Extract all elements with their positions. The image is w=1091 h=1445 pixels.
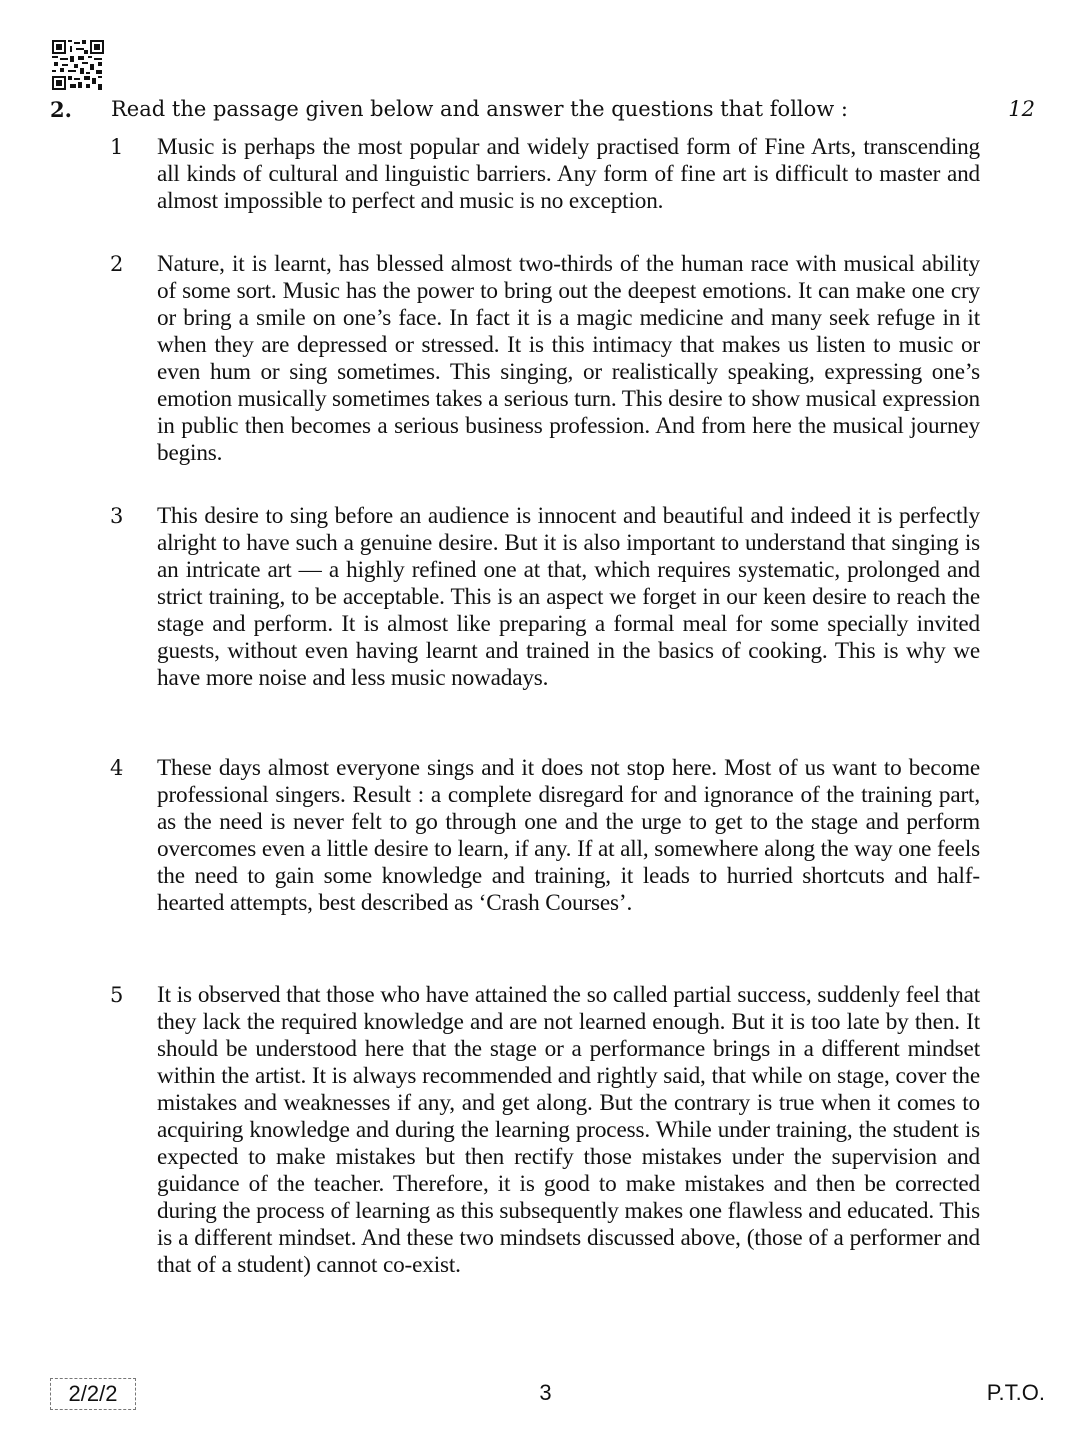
question-marks: 12 (1008, 97, 1035, 121)
paragraph-text: Music is perhaps the most popular and widely practised form of Fine Arts, transcending all kinds of cultural and linguistic barriers. Any form of fine art is difficult to master and almost impossible to perfect and music is no exception. (157, 134, 980, 214)
paper-code-badge: 2/2/2 (50, 1378, 136, 1410)
paragraph-number: 1 (110, 135, 124, 159)
paragraph-text: It is observed that those who have attained the so called partial success, suddenly feel that they lack the required knowledge and are not learned enough. But it is too late by then. It should be understood here that the stage or a performance brings in a different mindset within the artist. It is always recommended and rightly said, that while on stage, cover the mistakes and weaknesses if any, and get along. But the contrary is true when it comes to acquiring knowledge and during the learning process. While under training, the student is expected to make mistakes but then rectify those mistakes under the supervision and guidance of the teacher. Therefore, it is good to make mistakes and then be corrected during the process of learning as this subsequently makes one flawless and educated. This is a different mindset. And these two mindsets discussed above, (those of a performer and that of a student) cannot co-exist. (157, 982, 980, 1278)
paragraph-number: 5 (110, 983, 124, 1007)
paragraph-text: This desire to sing before an audience is innocent and beautiful and indeed it is perfectly alright to have such a genuine desire. But it is also important to understand that singing is an intricate art — a highly refined one at that, which requires systematic, prolonged and strict training, to be acceptable. This is an aspect we forget in our keen desire to reach the stage and perform. It is almost like preparing a formal meal for some specially invited guests, without even having learnt and trained in the basics of cooking. This is why we have more noise and less music nowadays. (157, 503, 980, 691)
paragraph-number: 2 (110, 252, 124, 276)
paragraph-number: 4 (110, 756, 124, 780)
paragraph-text: These days almost everyone sings and it does not stop here. Most of us want to become professional singers. Result : a complete disregard for and ignorance of the training part, as the need is never felt to go through one and the urge to get to the stage and perform overcomes even a little desire to learn, if any. If at all, somewhere along the way one feels the need to gain some knowledge and training, it leads to hurried shortcuts and half-hearted attempts, best described as ‘Crash Courses’. (157, 755, 980, 916)
passage-paragraph-5 (108, 982, 980, 1279)
qr-code-icon (52, 40, 104, 90)
page-number: 3 (539, 1380, 552, 1405)
passage-paragraph-2 (108, 251, 980, 467)
passage-paragraph-3 (108, 503, 980, 692)
paragraph-number: 3 (110, 504, 124, 528)
question-number: 2. (50, 97, 72, 122)
question-instruction: Read the passage given below and answer the questions that follow : (111, 97, 848, 121)
pto-label: P.T.O. (986, 1380, 1045, 1405)
paragraph-text: Nature, it is learnt, has blessed almost two-thirds of the human race with musical ability of some sort. Music has the power to bring out the deepest emotions. It can make one cry or bring a smile on one’s face. In fact it is a magic medicine and many seek refuge in it when they are depressed or stressed. It is this intimacy that makes us listen to music or even hum or sing sometimes. This singing, or realistically speaking, expressing one’s emotion musically sometimes takes a serious turn. This desire to show musical expression in public then becomes a serious business profession. And from here the musical journey begins. (157, 251, 980, 466)
passage-paragraph-1 (108, 134, 980, 215)
passage-paragraph-4 (108, 755, 980, 917)
